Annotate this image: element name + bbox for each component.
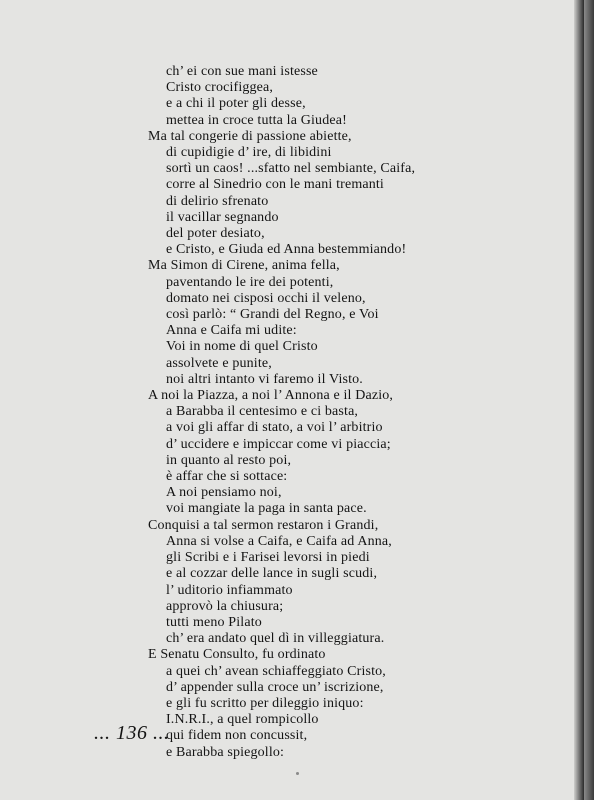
poem-line: in quanto al resto poi, bbox=[166, 452, 292, 468]
poem-line: Anna e Caifa mi udite: bbox=[166, 323, 297, 339]
poem-line: d’ appender sulla croce un’ iscrizione, bbox=[166, 679, 384, 695]
poem-line: Voi in nome di quel Cristo bbox=[166, 339, 318, 355]
poem-line: l’ uditorio infiammato bbox=[166, 582, 293, 598]
poem-line: è affar che si sottace: bbox=[166, 469, 288, 485]
poem-line: e gli fu scritto per dileggio iniquo: bbox=[166, 695, 364, 711]
poem-line: e a chi il poter gli desse, bbox=[166, 96, 306, 112]
poem-line: Ma tal congerie di passione abiette, bbox=[148, 128, 352, 144]
page-edge-shadow bbox=[574, 0, 584, 800]
poem-line: domato nei cisposi occhi il veleno, bbox=[166, 290, 366, 306]
poem-line: mettea in croce tutta la Giudea! bbox=[166, 112, 347, 128]
poem-line: gli Scribi e i Farisei levorsi in piedi bbox=[166, 550, 370, 566]
poem-line: approvò la chiusura; bbox=[166, 598, 284, 614]
poem-line: del poter desiato, bbox=[166, 226, 265, 242]
page-speck bbox=[296, 772, 299, 775]
poem-line: A noi la Piazza, a noi l’ Annona e il Dazio, bbox=[148, 388, 394, 404]
poem-line: voi mangiate la paga in santa pace. bbox=[166, 501, 367, 517]
poem-line: Anna si volse a Caifa, e Caifa ad Anna, bbox=[166, 533, 392, 549]
poem-line: A noi pensiamo noi, bbox=[166, 485, 282, 501]
poem-line: di cupidigie d’ ire, di libidini bbox=[166, 145, 332, 161]
poem-line: d’ uccidere e impiccar come vi piaccia; bbox=[166, 436, 391, 452]
poem-line: Conquisi a tal sermon restaron i Grandi, bbox=[148, 517, 379, 533]
poem-line: qui fidem non concussit, bbox=[166, 728, 308, 744]
scan-border bbox=[584, 0, 594, 800]
poem-line: a quei ch’ avean schiaffeggiato Cristo, bbox=[166, 663, 386, 679]
poem-line: corre al Sinedrio con le mani tremanti bbox=[166, 177, 384, 193]
poem-line: assolvete e punite, bbox=[166, 355, 272, 371]
poem-line: a voi gli affar di stato, a voi l’ arbitrio bbox=[166, 420, 383, 436]
poem-text bbox=[148, 64, 568, 761]
poem-line: Ma Simon di Cirene, anima fella, bbox=[148, 258, 340, 274]
poem-line: Cristo crocifiggea, bbox=[166, 80, 274, 96]
poem-line: e Barabba spiegollo: bbox=[166, 744, 285, 760]
poem-line: sortì un caos! ...sfatto nel sembiante, Caifa, bbox=[166, 161, 416, 177]
poem-line: e al cozzar delle lance in sugli scudi, bbox=[166, 566, 378, 582]
poem-line: di delirio sfrenato bbox=[166, 193, 269, 209]
poem-line: E Senatu Consulto, fu ordinato bbox=[148, 647, 326, 663]
poem-line: e Cristo, e Giuda ed Anna bestemmiando! bbox=[166, 242, 407, 258]
poem-line: il vacillar segnando bbox=[166, 209, 279, 225]
poem-line: noi altri intanto vi faremo il Visto. bbox=[166, 371, 363, 387]
poem-line: ch’ ei con sue mani istesse bbox=[166, 64, 318, 79]
poem-line: I.N.R.I., a quel rompicollo bbox=[166, 712, 319, 728]
poem-line: paventando le ire dei potenti, bbox=[166, 274, 334, 290]
poem-line: così parlò: “ Grandi del Regno, e Voi bbox=[166, 307, 379, 323]
page-number: ... 136 ... bbox=[94, 722, 170, 744]
poem-line: tutti meno Pilato bbox=[166, 614, 262, 630]
poem-line: a Barabba il centesimo e ci basta, bbox=[166, 404, 359, 420]
poem-line: ch’ era andato quel dì in villeggiatura. bbox=[166, 631, 385, 647]
